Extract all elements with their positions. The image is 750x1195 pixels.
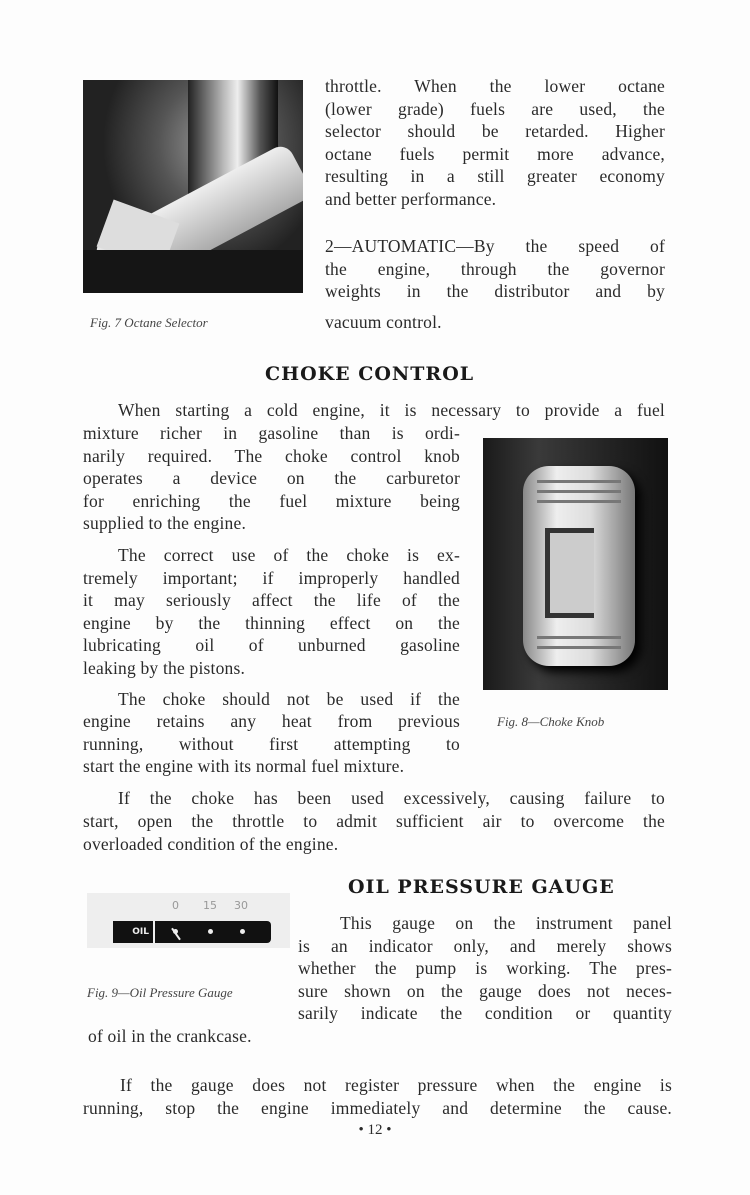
page-number: • 12 • [358,1122,392,1138]
text-line: This gauge on the instrument panel [340,913,672,933]
gauge-tick: 30 [234,899,248,912]
text-line: engine retains any heat from previous [83,711,460,731]
gauge-tick: 0 [172,899,179,912]
gauge-oil-label: OIL [113,921,153,943]
text-line: supplied to the engine. [83,513,247,533]
text-line: engine by the thinning effect on the [83,613,460,633]
text-line: sarily indicate the condition or quantity [298,1003,672,1023]
octane-selector-photo [83,80,303,293]
oil-pressure-gauge-heading: OIL PRESSURE GAUGE [348,876,615,898]
text-line: and better performance. [325,189,497,209]
gauge-tick: 15 [203,899,217,912]
fig7-caption: Fig. 7 Octane Selector [90,315,208,330]
text-line: overloaded condition of the engine. [83,834,339,854]
text-line: for enriching the fuel mixture being [83,491,460,511]
text-line: mixture richer in gasoline than is ordi- [83,423,460,443]
text-line: operates a device on the carburetor [83,468,460,488]
text-line: If the gauge does not register pressure when the engine is [120,1075,672,1095]
choke-knob-photo [483,438,668,690]
text-line: start, open the throttle to admit sufficient air to overcome the [83,811,665,831]
text-line: sure shown on the gauge does not neces- [298,981,672,1001]
fig9-caption: Fig. 9—Oil Pressure Gauge [87,985,233,1000]
text-line: it may seriously affect the life of the [83,590,460,610]
text-line: weights in the distributor and by [325,281,665,301]
text-line: narily required. The choke control knob [83,446,460,466]
text-line: octane fuels permit more advance, [325,144,665,164]
oil-pressure-gauge-illustration [87,893,290,948]
text-line: 2—AUTOMATIC—By the speed of [325,236,665,256]
choke-control-heading: CHOKE CONTROL [265,363,475,385]
text-line: The correct use of the choke is ex- [118,545,460,565]
text-line: If the choke has been used excessively, causing failure to [118,788,665,808]
text-line: whether the pump is working. The pres- [298,958,672,978]
text-line: The choke should not be used if the [118,689,460,709]
text-line: start the engine with its normal fuel mixture. [83,756,405,776]
text-line: When starting a cold engine, it is necessary to provide a fuel [118,400,665,420]
text-line: leaking by the pistons. [83,658,246,678]
text-line: is an indicator only, and merely shows [298,936,672,956]
text-line: lubricating oil of unburned gasoline [83,635,460,655]
text-line: throttle. When the lower octane [325,76,665,96]
text-line: vacuum control. [325,312,442,332]
text-line: selector should be retarded. Higher [325,121,665,141]
fig8-caption: Fig. 8—Choke Knob [497,714,605,729]
text-line: (lower grade) fuels are used, the [325,99,665,119]
text-line: the engine, through the governor [325,259,665,279]
text-line: tremely important; if improperly handled [83,568,460,588]
text-line: running, without first attempting to [83,734,460,754]
text-line: running, stop the engine immediately and determine the cause. [83,1098,672,1118]
text-line: of oil in the crankcase. [88,1026,252,1046]
text-line: resulting in a still greater economy [325,166,665,186]
